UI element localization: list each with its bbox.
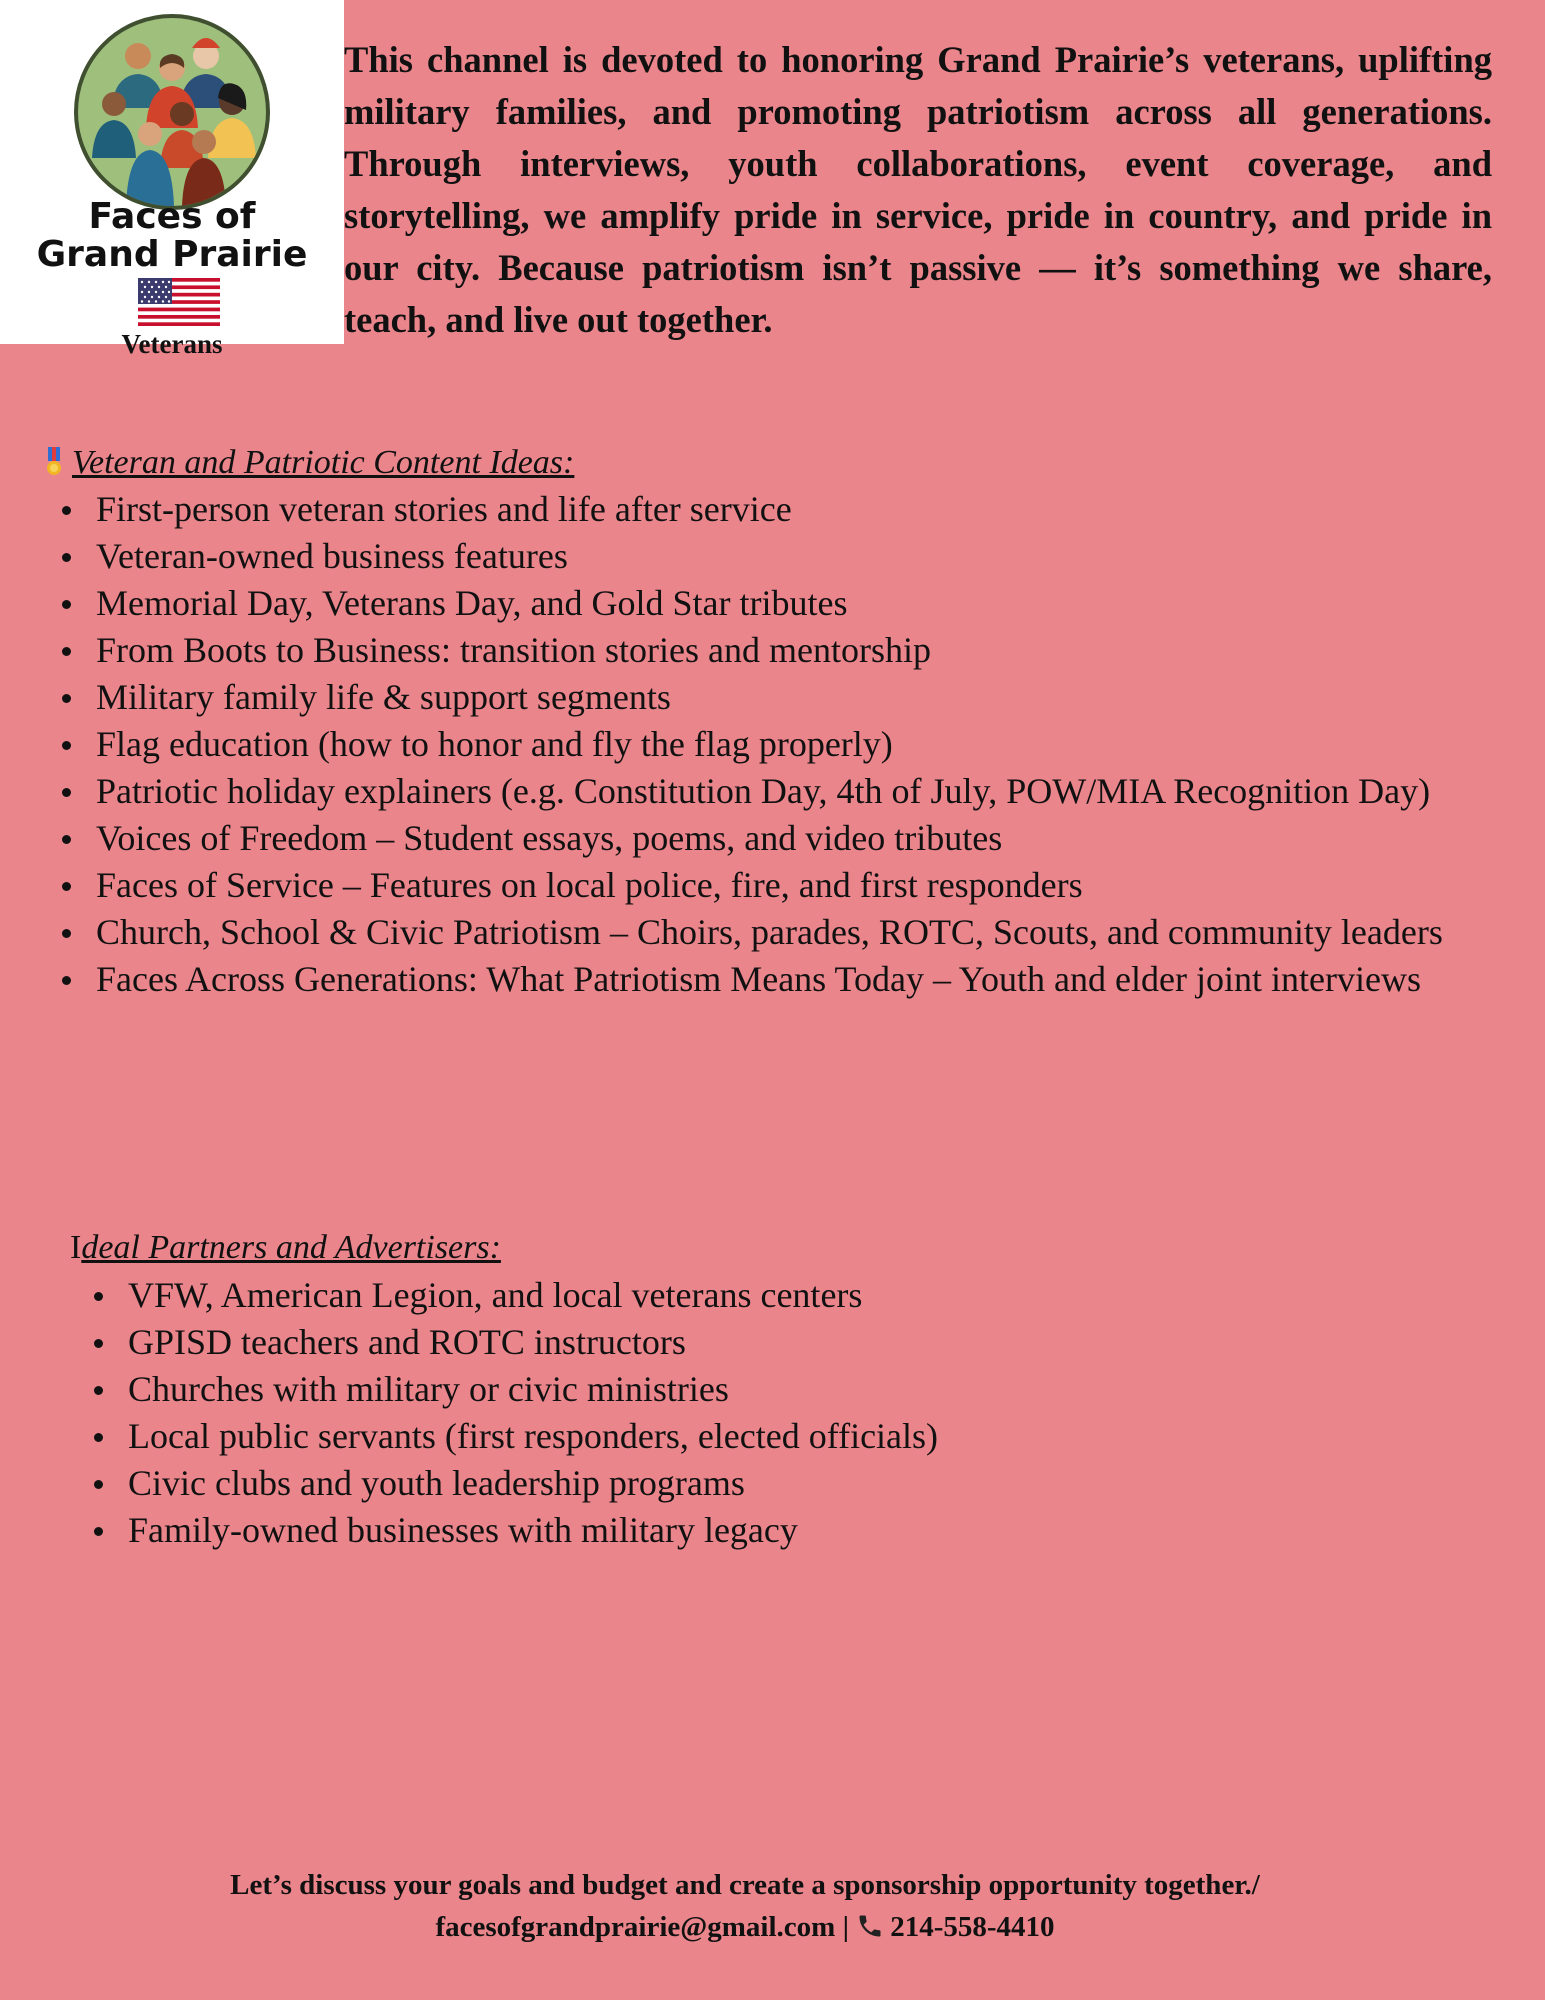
partners-heading-text: deal Partners and Advertisers:: [81, 1229, 501, 1266]
group-of-people-icon: [74, 14, 270, 210]
footer: [0, 1864, 1490, 1948]
medal-icon: [44, 447, 64, 477]
email-link[interactable]: facesofgrandprairie@gmail.com: [435, 1911, 836, 1943]
list-item: VFW, American Legion, and local veterans centers: [128, 1272, 1428, 1319]
list-item: Church, School & Civic Patriotism – Choirs, parades, ROTC, Scouts, and community leaders: [96, 909, 1506, 956]
list-item: Churches with military or civic ministries: [128, 1366, 1428, 1413]
list-item: Flag education (how to honor and fly the flag properly): [96, 721, 1506, 768]
list-item: Veteran-owned business features: [96, 533, 1506, 580]
content-ideas-heading: [44, 440, 574, 486]
logo-title: [0, 198, 344, 274]
logo-title-line1: Faces of: [88, 196, 256, 237]
us-flag-icon: [138, 278, 220, 326]
partners-list: [128, 1272, 1428, 1554]
partners-heading: [70, 1225, 501, 1271]
list-item: First-person veteran stories and life after service: [96, 486, 1506, 533]
list-item: Local public servants (first responders, elected officials): [128, 1413, 1428, 1460]
contact-separator: |: [835, 1911, 857, 1943]
list-item: Family-owned businesses with military legacy: [128, 1507, 1428, 1554]
logo-title-line2: Grand Prairie: [36, 234, 308, 275]
partners-heading-initial: I: [70, 1229, 82, 1266]
logo-subtitle: Veterans: [121, 329, 223, 359]
footer-contact: [0, 1906, 1490, 1948]
list-item: Civic clubs and youth leadership programs: [128, 1460, 1428, 1507]
content-ideas-heading-text: Veteran and Patriotic Content Ideas:: [72, 444, 575, 481]
phone-link[interactable]: 214-558-4410: [890, 1911, 1055, 1943]
phone-icon: [856, 1912, 884, 1940]
list-item: Patriotic holiday explainers (e.g. Constitution Day, 4th of July, POW/MIA Recognition Day): [96, 768, 1506, 815]
list-item: From Boots to Business: transition stories and mentorship: [96, 627, 1506, 674]
list-item: Voices of Freedom – Student essays, poems, and video tributes: [96, 815, 1506, 862]
content-ideas-list: [96, 486, 1506, 1003]
intro-paragraph: This channel is devoted to honoring Grand Prairie’s veterans, uplifting military families, and promoting patriotism across all generations. Through interviews, youth collaborations, event coverage, and storytelling, we amplify pride in service, pride in country, and pride in our city. Because patriotism isn’t passive — it’s something we share, teach, and live out together.: [344, 39, 1492, 340]
list-item: Faces of Service – Features on local police, fire, and first responders: [96, 862, 1506, 909]
list-item: Faces Across Generations: What Patriotism Means Today – Youth and elder joint interviews: [96, 956, 1506, 1003]
list-item: GPISD teachers and ROTC instructors: [128, 1319, 1428, 1366]
list-item: Military family life & support segments: [96, 674, 1506, 721]
list-item: Memorial Day, Veterans Day, and Gold Star tributes: [96, 580, 1506, 627]
logo: [0, 0, 344, 359]
footer-cta: Let’s discuss your goals and budget and create a sponsorship opportunity together./: [230, 1869, 1260, 1901]
